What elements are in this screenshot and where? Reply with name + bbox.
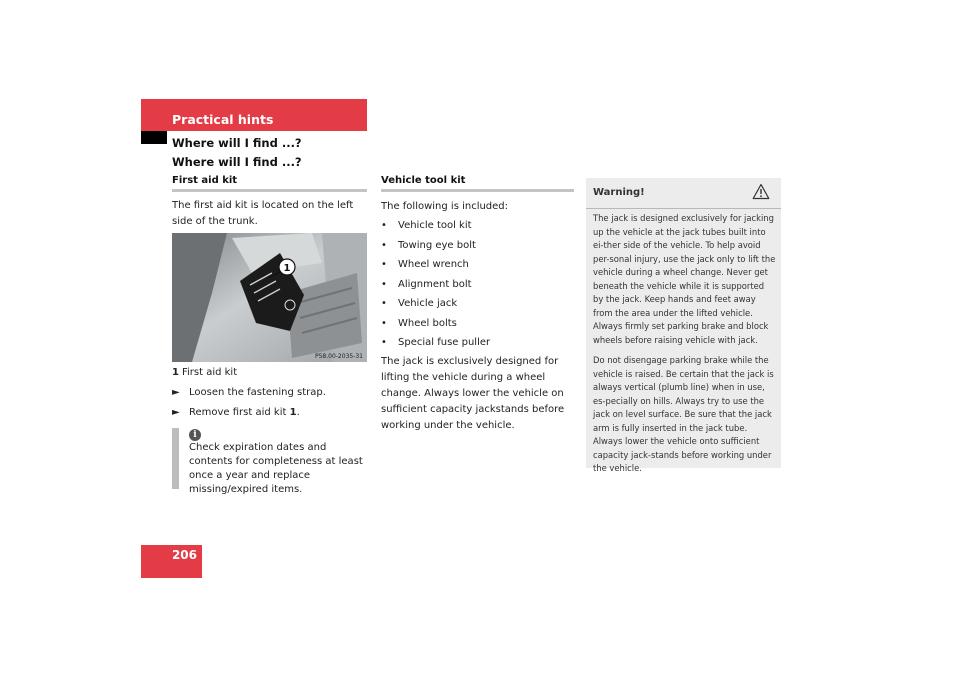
legend-label: First aid kit [181, 367, 238, 378]
list-item: • Wheel bolts [381, 314, 576, 334]
first-aid-intro: The first aid kit is located on the left side of the trunk. [172, 200, 354, 227]
first-aid-note: Check expiration dates and contents for completeness at least once a year and replace missing/expired items. [189, 442, 363, 495]
step-ref: 1 [289, 406, 297, 418]
bullet-icon: • [381, 220, 387, 231]
step-arrow-icon: ► [172, 387, 180, 398]
warning-title: Warning! [593, 187, 645, 198]
step-text: Loosen the fastening strap. [189, 387, 326, 398]
note-bar [172, 428, 179, 489]
first-aid-photo [172, 233, 367, 362]
step-item [172, 403, 370, 423]
warning-paragraph-2: Do not disengage parking brake while the vehicle is raised. Be certain that the jack is always vertical (plumb line) when in use, es-pecially on hills. Always try to use the jack on level surface. Be sure that the jack arm is fully inserted in the jack tube. Always lower the vehicle onto sufficient capacity jack-stands before working under the vehicle. [593, 355, 774, 473]
warning-divider [586, 208, 781, 209]
tool-kit-rule [381, 189, 574, 192]
page-number-tab [141, 545, 202, 578]
warning-paragraph-1: The jack is designed exclusively for jacking up the vehicle at the jack tubes built into ei-ther side of the vehicle. To help avoid per-sonal injury, use the jack only to lift the vehicle during a wheel change. Never get beneath the vehicle while it is supported by the jack. Keep hands and feet away from the area under the lifted vehicle. Always firmly set parking brake and block wheels before raising vehicle with jack. [593, 213, 776, 345]
trunk-illustration [172, 233, 367, 362]
list-item: • Wheel wrench [381, 255, 576, 275]
list-item: • Vehicle tool kit [381, 216, 576, 236]
list-item: • Alignment bolt [381, 275, 576, 295]
list-item: • Towing eye bolt [381, 236, 576, 256]
bullet-icon: • [381, 298, 387, 309]
bullet-icon: • [381, 278, 387, 290]
page-number: 206 [171, 548, 197, 562]
tool-kit-outro: The jack is exclusively designed for lifting the vehicle during a wheel change. Always lower the vehicle on sufficient capacity jackstands before working under the vehicle. [381, 356, 565, 431]
bullet-icon: • [381, 337, 387, 348]
bullet-icon: • [381, 259, 387, 270]
photo-legend [172, 365, 237, 381]
step-text: Remove first aid kit 1. [189, 406, 300, 418]
first-aid-heading: First aid kit [172, 175, 238, 186]
bullet-icon: • [381, 239, 387, 251]
legend-number: 1 [172, 367, 179, 378]
page-subtitle: Where will I find ...? [172, 155, 302, 169]
warning-triangle-icon [752, 183, 770, 204]
list-item: • Special fuse puller [381, 333, 576, 353]
tool-kit-list [381, 216, 576, 353]
photo-callout-number: 1 [283, 263, 291, 274]
tool-kit-intro: The following is included: [381, 201, 509, 212]
section-marker [141, 131, 167, 144]
bullet-icon: • [381, 317, 387, 329]
tool-kit-heading: Vehicle tool kit [381, 175, 466, 186]
info-icon: i [189, 429, 201, 441]
first-aid-steps [172, 383, 370, 422]
section-title: Practical hints [172, 112, 274, 127]
step-arrow-icon: ► [172, 406, 180, 418]
step-item [172, 383, 370, 403]
page-title: Where will I find ...? [172, 136, 302, 150]
image-code: P58.00-2035-31 [314, 353, 363, 360]
first-aid-rule [172, 189, 367, 192]
list-item: • Vehicle jack [381, 294, 576, 314]
